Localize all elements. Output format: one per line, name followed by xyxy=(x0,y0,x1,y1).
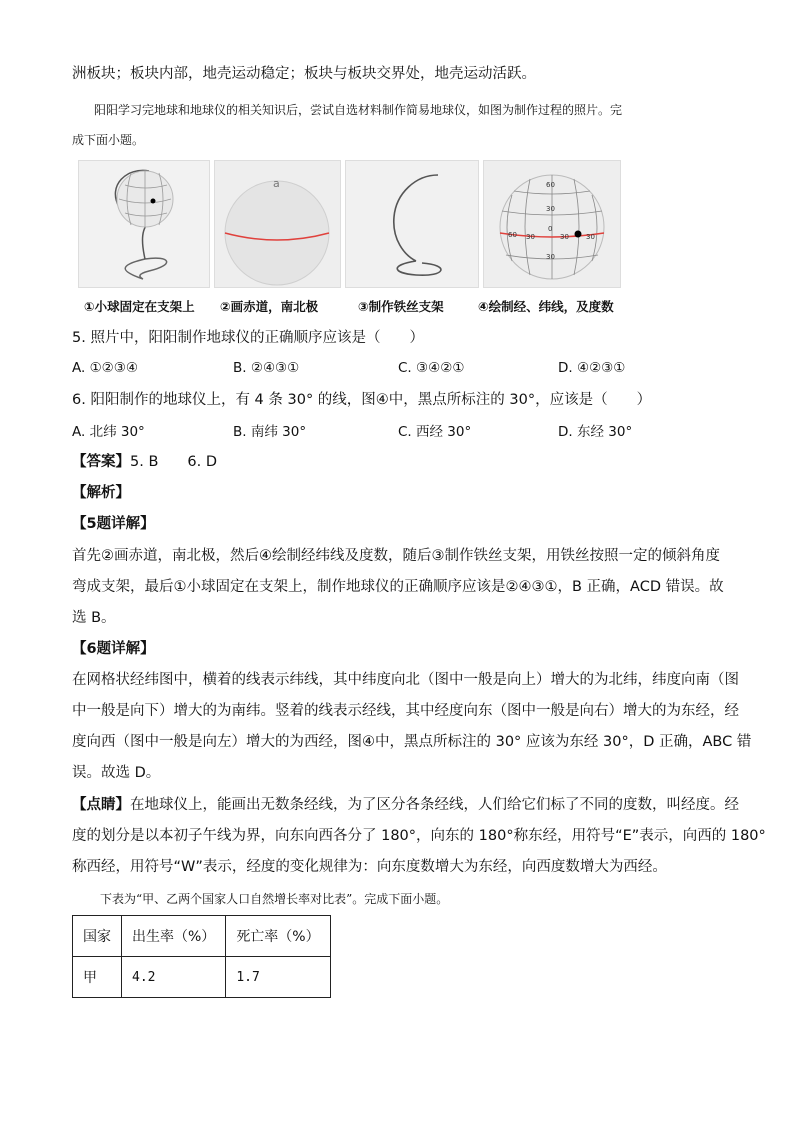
tip-text: 在地球仪上，能画出无数条经线，为了区分各条经线，人们给它们标了不同的度数，叫经度。经 xyxy=(130,797,739,813)
population-table xyxy=(72,915,331,998)
intro-line-1: 洲板块；板块内部，地壳运动稳定；板块与板块交界处，地壳运动活跃。 xyxy=(72,66,536,82)
globe-label: 30 xyxy=(560,233,569,241)
photo-wire-stand xyxy=(345,160,479,288)
photo-caption-1: ①小球固定在支架上 xyxy=(84,299,195,314)
photo-caption-4: ④绘制经、纬线，及度数 xyxy=(478,299,614,314)
globe-label: 30 xyxy=(526,233,535,241)
globe-label: 30 xyxy=(546,253,555,261)
intro-line-3: 成下面小题。 xyxy=(72,133,145,147)
table-cell: 甲 xyxy=(73,957,122,998)
table-cell: 4.2 xyxy=(122,957,226,998)
q6-option-d: D. 东经 30° xyxy=(558,424,633,440)
tip-line-1 xyxy=(72,795,739,815)
photo-equator-ball xyxy=(214,160,341,288)
detail-6-line: 度向西（图中一般是向左）增大的为西经，图④中，黑点所标注的 30° 应该为东经 30°，D 正确，ABC 错 xyxy=(72,734,752,750)
photo-caption-2: ②画赤道，南北极 xyxy=(220,299,319,314)
q6-option-c: C. 西经 30° xyxy=(398,424,472,440)
detail-6-label: 【6题详解】 xyxy=(72,641,155,657)
tip-line: 度的划分是以本初子午线为界，向东向西各分了 180°，向东的 180°称东经，用符号“E”表示，向西的 180° xyxy=(72,828,766,844)
question-5-stem: 5. 照片中，阳阳制作地球仪的正确顺序应该是（ ） xyxy=(72,330,424,346)
table-row xyxy=(73,957,331,998)
detail-6-line: 误。故选 D。 xyxy=(72,765,161,781)
globe-label: 60 xyxy=(546,181,555,189)
table-intro: 下表为“甲、乙两个国家人口自然增长率对比表”。完成下面小题。 xyxy=(100,892,449,906)
question-6-stem: 6. 阳阳制作的地球仪上，有 4 条 30° 的线，图④中，黑点所标注的 30°，应该是（ ） xyxy=(72,392,652,408)
answer-label: 【答案】 xyxy=(72,454,130,470)
detail-5-label: 【5题详解】 xyxy=(72,516,155,532)
q5-option-c: C. ③④②① xyxy=(398,360,465,376)
q6-option-b: B. 南纬 30° xyxy=(233,424,307,440)
table-cell: 1.7 xyxy=(226,957,330,998)
photo-globe-on-stand xyxy=(78,160,210,288)
q5-option-d: D. ④②③① xyxy=(558,360,626,376)
q5-option-b: B. ②④③① xyxy=(233,360,300,376)
photo-graticule-globe xyxy=(483,160,621,288)
answer-line xyxy=(72,452,217,472)
answer-text: 5. B 6. D xyxy=(130,454,217,470)
q5-option-a: A. ①②③④ xyxy=(72,360,138,376)
table-header-cell: 出生率（%） xyxy=(122,916,226,957)
detail-6-line: 在网格状经纬图中，横着的线表示纬线，其中纬度向北（图中一般是向上）增大的为北纬，纬度向南（图 xyxy=(72,672,739,688)
intro-line-2: 阳阳学习完地球和地球仪的相关知识后，尝试自选材料制作简易地球仪，如图为制作过程的照片。完 xyxy=(94,103,623,117)
globe-label: 30 xyxy=(546,205,555,213)
detail-5-line: 首先②画赤道，南北极，然后④绘制经纬线及度数，随后③制作铁丝支架，用铁丝按照一定的倾斜角度 xyxy=(72,548,720,564)
photo-label-a: a xyxy=(273,177,280,190)
table-header-cell: 国家 xyxy=(73,916,122,957)
analysis-label: 【解析】 xyxy=(72,485,130,501)
photo-caption-3: ③制作铁丝支架 xyxy=(358,299,444,314)
globe-label: 0 xyxy=(548,225,553,233)
q6-option-a: A. 北纬 30° xyxy=(72,424,145,440)
detail-6-line: 中一般是向下）增大的为南纬。竖着的线表示经线，其中经度向东（图中一般是向右）增大的为东经，经 xyxy=(72,703,739,719)
globe-label: 60 xyxy=(508,231,517,239)
tip-line: 称西经，用符号“W”表示，经度的变化规律为：向东度数增大为东经，向西度数增大为西经。 xyxy=(72,859,667,875)
globe-label: 30 xyxy=(586,233,595,241)
detail-5-line: 弯成支架，最后①小球固定在支架上，制作地球仪的正确顺序应该是②④③①，B 正确，ACD 错误。故 xyxy=(72,579,724,595)
table-header-cell: 死亡率（%） xyxy=(226,916,330,957)
tip-label: 【点睛】 xyxy=(72,797,130,813)
detail-5-line: 选 B。 xyxy=(72,610,116,626)
table-header-row xyxy=(73,916,331,957)
